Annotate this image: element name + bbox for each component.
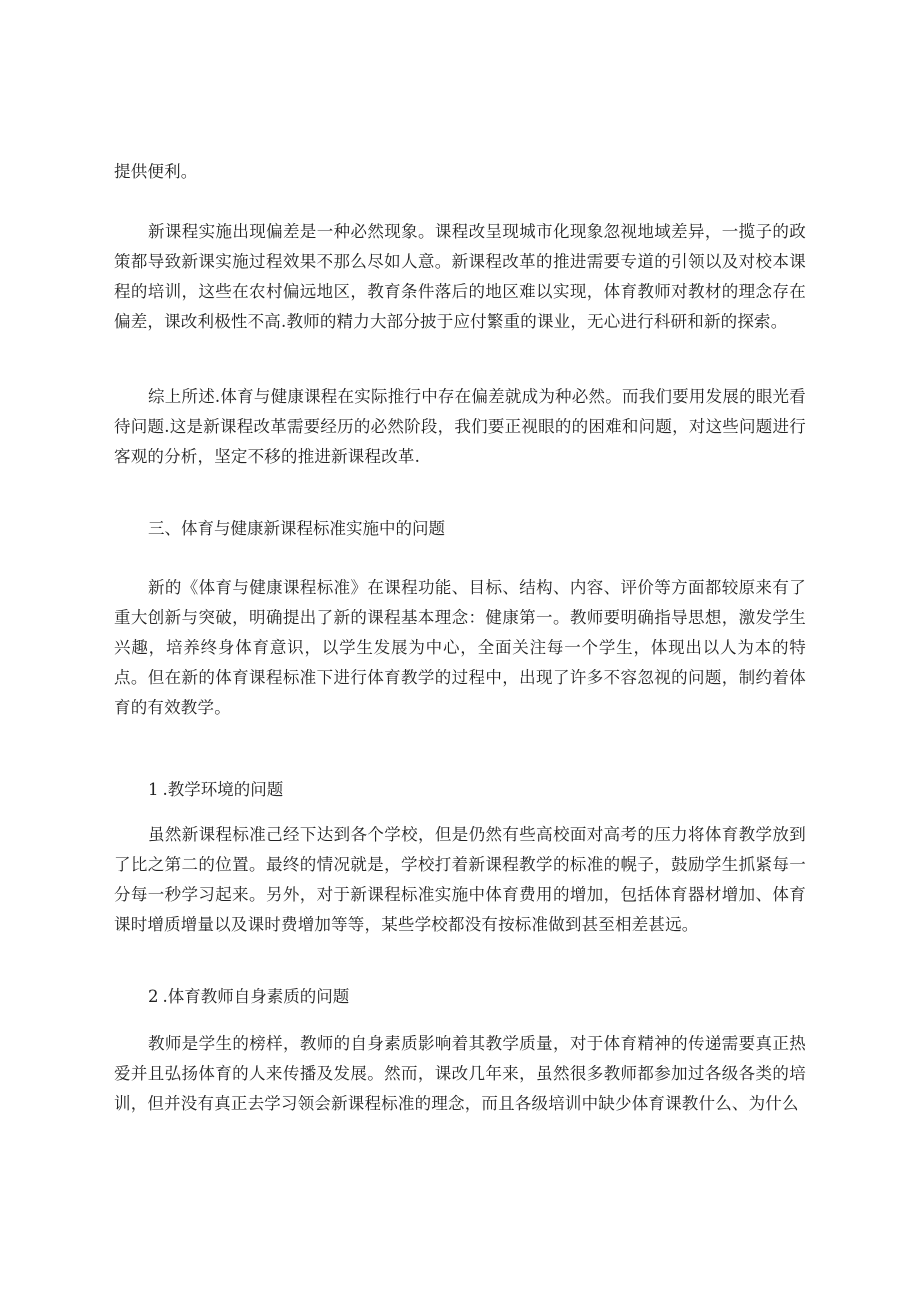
paragraph-standard-intro: 新的《体育与健康课程标准》在课程功能、目标、结构、内容、评价等方面都较原来有了重大创新与突破，明确提出了新的课程基本理念：健康第一。教师要明确指导思想，激发学生兴趣，培养终身体育意识，以学生发展为中心，全面关注每一个学生，体现出以人为本的特点。但在新的体育课程标准下进行体育教学的过程中，出现了许多不容忽视的问题，制约着体育的有效教学。 bbox=[114, 578, 806, 717]
subheading-2-number: 2 bbox=[148, 987, 159, 1006]
subheading-1-text: .教学环境的问题 bbox=[162, 780, 284, 799]
paragraph-continuation: 提供便利。 bbox=[114, 162, 198, 181]
subheading-1 bbox=[148, 775, 283, 805]
paragraph-environment: 虽然新课程标准己经下达到各个学校，但是仍然有些高校面对高考的压力将体育教学放到了比之第二的位置。最终的情况就是，学校打着新课程教学的标准的幌子，鼓励学生抓紧每一分每一秒学习起来。另外，对于新课程标准实施中体育费用的增加，包括体育器材增加、体育课时增质增量以及课时费增加等等，某些学校都没有按标准做到甚至相差甚远。 bbox=[114, 825, 806, 934]
section-heading-3: 三、体育与健康新课程标准实施中的问题 bbox=[148, 519, 445, 538]
subheading-2 bbox=[148, 982, 349, 1012]
subheading-1-number: 1 bbox=[148, 780, 159, 799]
paragraph-summary: 综上所述.体育与健康课程在实际推行中存在偏差就成为种必然。而我们要用发展的眼光看待问题.这是新课程改革需要经历的必然阶段，我们要正视眼的的困难和问题，对这些问题进行客观的分析，坚定不移的推进新课程改革. bbox=[114, 387, 806, 466]
paragraph-teacher-quality: 教师是学生的榜样，教师的自身素质影响着其教学质量，对于体育精神的传递需要真正热爱并且弘扬体育的人来传播及发展。然而，课改几年来，虽然很多教师都参加过各级各类的培训，但并没有真正去学习领会新课程标准的理念，而且各级培训中缺少体育课教什么、为什么 bbox=[114, 1034, 806, 1113]
paragraph-deviation: 新课程实施出现偏差是一种必然现象。课程改呈现城市化现象忽视地域差异，一揽子的政策都导致新课实施过程效果不那么尽如人意。新课程改革的推进需要专道的引领以及对校本课程的培训，这些在农村偏远地区，教育条件落后的地区难以实现，体育教师对教材的理念存在偏差，课改利极性不高.教师的精力大部分披于应付繁重的课业，无心进行科研和新的探索。 bbox=[114, 222, 806, 331]
subheading-2-text: .体育教师自身素质的问题 bbox=[162, 987, 350, 1006]
